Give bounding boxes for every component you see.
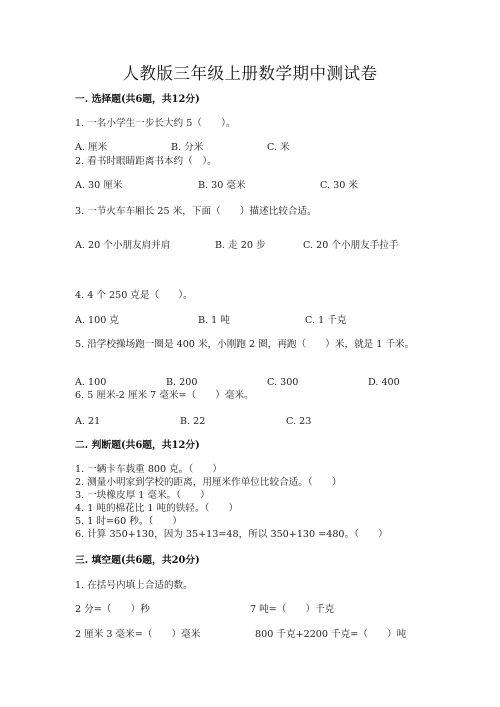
option-a: A. 厘米 bbox=[75, 142, 108, 153]
list-item: 6. 计算 350+130，因为 35+13=48，所以 350+130 =480。（ ） bbox=[75, 529, 388, 540]
option-b: B. 走 20 步 bbox=[215, 240, 266, 251]
question-text: 6. 5 厘米-2 厘米 7 毫米=（ ）毫米。 bbox=[75, 390, 254, 401]
question-text: 1. 一名小学生一步长大约 5（ ）。 bbox=[75, 118, 236, 129]
option-b: B. 22 bbox=[180, 416, 206, 427]
option-c: C. 米 bbox=[267, 142, 290, 153]
fill-blank: 7 吨=（ ）千克 bbox=[250, 604, 335, 615]
option-c: C. 30 米 bbox=[320, 180, 358, 191]
option-b: B. 200 bbox=[166, 377, 198, 388]
option-c: C. 1 千克 bbox=[305, 315, 347, 326]
page-title: 人教版三年级上册数学期中测试卷 bbox=[122, 64, 378, 83]
fill-blank: 2 分=（ ）秒 bbox=[75, 604, 150, 615]
option-c: C. 300 bbox=[267, 377, 299, 388]
option-c: C. 23 bbox=[286, 416, 312, 427]
question-text: 2. 看书时眼睛距离书本约（ ）。 bbox=[75, 156, 217, 167]
question-text: 4. 4 个 250 克是（ ）。 bbox=[75, 290, 193, 301]
list-item: 1. 一辆卡车载重 800 克。（ ） bbox=[75, 464, 222, 475]
option-a: A. 100 克 bbox=[75, 315, 119, 326]
option-a: A. 100 bbox=[75, 377, 107, 388]
list-item: 2. 测量小明家到学校的距离，用厘米作单位比较合适。（ ） bbox=[75, 477, 342, 488]
fill-blank: 2 厘米 3 毫米=（ ）毫米 bbox=[75, 629, 201, 640]
section-heading-choice: 一. 选择题(共6题，共12分) bbox=[75, 94, 200, 105]
option-b: B. 1 吨 bbox=[198, 315, 230, 326]
list-item: 4. 1 吨的棉花比 1 吨的铁轻。（ ） bbox=[75, 503, 239, 514]
option-a: A. 21 bbox=[75, 416, 101, 427]
option-c: C. 20 个小朋友手拉手 bbox=[303, 240, 399, 251]
section-heading-fill: 三. 填空题(共6题，共20分) bbox=[75, 555, 200, 566]
fill-blank: 800 千克+2200 千克=（ ）吨 bbox=[255, 629, 407, 640]
option-b: B. 分米 bbox=[171, 142, 204, 153]
list-item: 3. 一块橡皮厚 1 毫米。（ ） bbox=[75, 490, 210, 501]
section-heading-judge: 二. 判断题(共6题，共12分) bbox=[75, 440, 200, 451]
question-text: 1. 在括号内填上合适的数。 bbox=[75, 580, 193, 591]
list-item: 5. 1 时=60 秒。（ ） bbox=[75, 516, 183, 527]
option-d: D. 400 bbox=[368, 377, 400, 388]
option-a: A. 20 个小朋友肩并肩 bbox=[75, 240, 171, 251]
question-text: 3. 一节火车车厢长 25 米，下面（ ）描述比较合适。 bbox=[75, 206, 317, 217]
option-b: B. 30 毫米 bbox=[198, 180, 246, 191]
option-a: A. 30 厘米 bbox=[75, 180, 123, 191]
question-text: 5. 沿学校操场跑一圈是 400 米，小刚跑 2 圈，再跑（ ）米，就是 1 千米。 bbox=[75, 339, 415, 350]
